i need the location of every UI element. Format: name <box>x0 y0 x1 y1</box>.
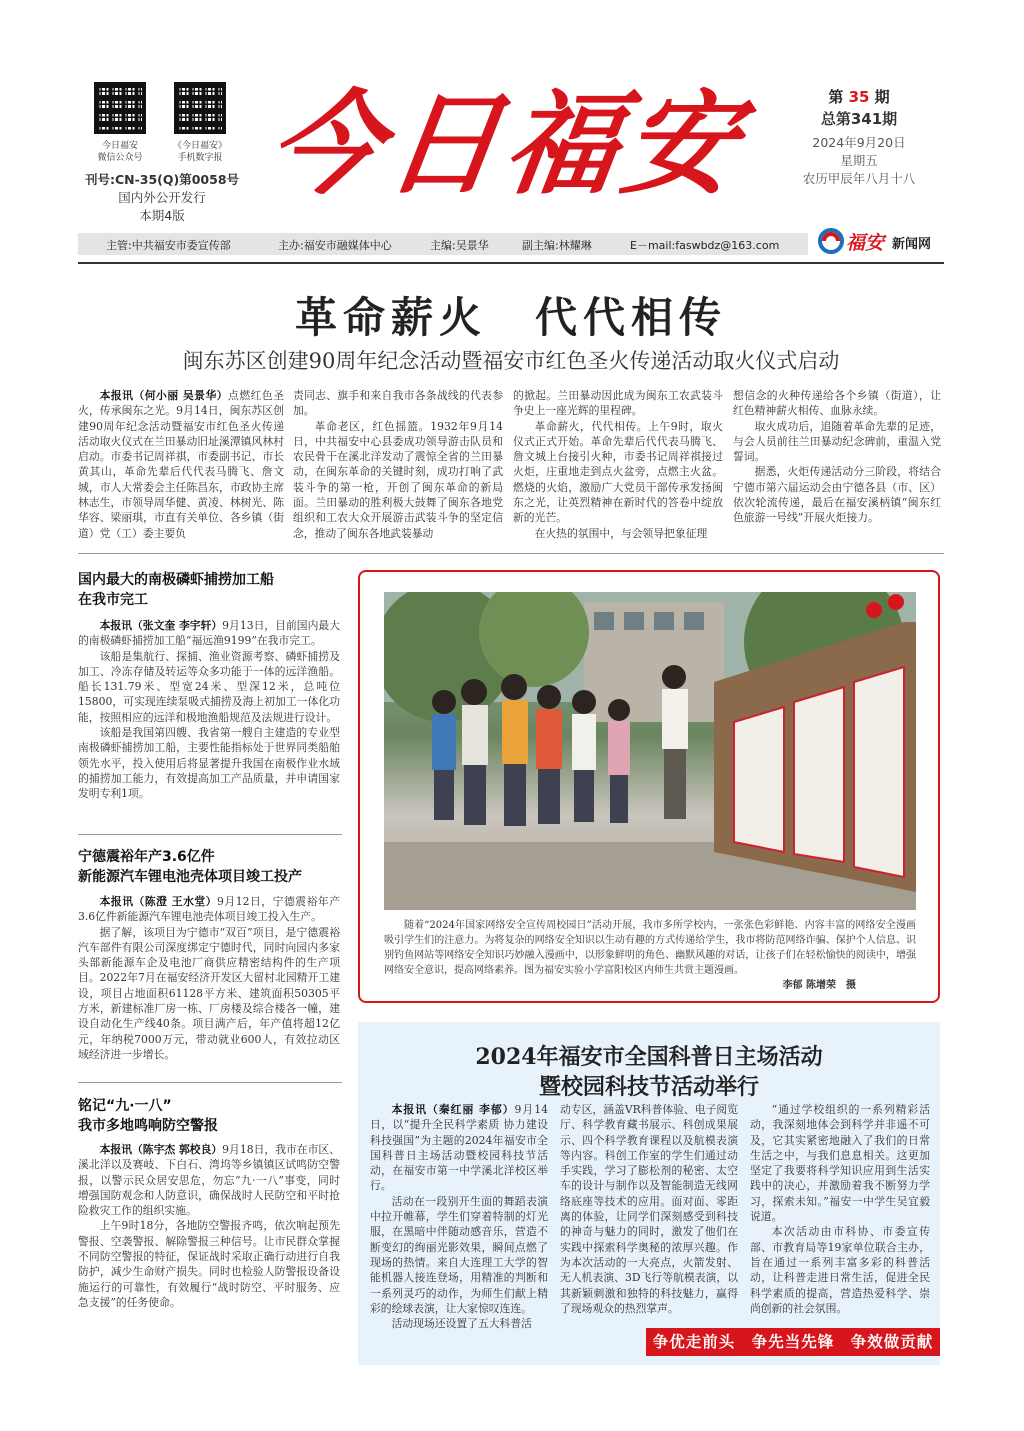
photo-caption: 随着“2024年国家网络安全宣传周校园日”活动开展，我市多所学校内，一张张色彩鲜艳、内容丰富的网络安全漫画吸引学生们的注意力。为将复杂的网络安全知识以生动有趣的方式传递给学生，我市将防范网络诈骗、保护个人信息、识别钓鱼网站等网络安全知识巧妙融入漫画中，以形象鲜明的角色、幽默风趣的对话，让孩子们在轻松愉快的阅读中，增强网络安全意识，提高网络素养。图为福安实验小学富阳校区内师生共赏主题漫画。 李郁 陈增荣 摄 <box>384 920 916 991</box>
photo-credit: 李郁 陈增荣 摄 <box>782 980 856 991</box>
issue-number: 第 35 期 <box>828 88 890 106</box>
qr1-caption: 今日福安 微信公众号 <box>97 141 143 163</box>
article1-body: 本报讯（张文奎 李宇轩）9月13日，目前国内最大的南极磷虾捕捞加工船“福远渔9199”在我市完工。 该船是集航行、探捕、渔业资源考察、磷虾捕捞及加工、冷冻存储及转运等众多功能于一体的远洋渔船。船长131.79米、型宽24米、型深12米，总吨位15800，可实现连续泵吸式捕捞及海上初加工一体化功能，按照相应的远洋和极地渔船规范及法规进行设计。 该船是我国第四艘、我省第一艘自主建造的专业型南极磷虾捕捞加工船，主要性能指标处于世界同类船舶领先水平，投入使用后将显著提升我国在南极作业水域的捕捞加工能力，有效提高加工产品质量，并申请国家发明专利1项。 <box>78 619 340 801</box>
lead-col-4: 想信念的火种传递给各个乡镇（街道），让红色精神薪火相传、血脉永续。 取火成功后，追随着革命先辈的足迹，与会人员前往兰田暴动纪念碑前，重温入党誓词。 据悉，火炬传递活动分三阶段，将结合宁德市第六届运动会由宁德各县（市、区）依次轮流传递，最后在福安溪柄镇“闽东红色旅游一号线”开展火炬接力。 <box>733 389 941 525</box>
article3-title: 铭记“九·一八” 我市多地鸣响防空警报 <box>78 1098 218 1134</box>
news-site-logo[interactable] <box>818 226 944 256</box>
digital-paper-qr-code[interactable] <box>174 82 226 134</box>
science-title-line2: 暨校园科技节活动举行 <box>538 1074 759 1100</box>
serial-number: 刊号:CN-35(Q)第0058号 <box>84 172 240 187</box>
article2-divider <box>78 1082 342 1083</box>
masthead <box>260 79 790 210</box>
email[interactable]: E－mail:faswbdz@163.com <box>630 239 780 252</box>
article1-divider <box>78 834 342 835</box>
logo-swirl-icon <box>818 228 844 254</box>
wechat-qr-code[interactable] <box>94 82 146 134</box>
lead-divider <box>78 553 944 554</box>
lead-col-3: 的掀起。兰田暴动因此成为闽东工农武装斗争史上一座光辉的里程碑。 革命薪火，代代相传。上午9时，取火仪式正式开始。革命先辈后代代表马腾飞、詹文城上台接引火种，市委书记周祥祺接过火炬，庄重地走到点火盆旁，点燃主火盆。燃烧的火焰，激励广大党员干部传承发扬闽东之光，让英烈精神在新时代的答卷中绽放新的光芒。 在火热的氛围中，与会领导把象征理 <box>513 389 723 540</box>
publication-info <box>82 171 242 225</box>
masthead-title: 今日福安 <box>260 79 752 210</box>
photo-feature <box>358 570 940 1003</box>
host: 主办:福安市融媒体中心 <box>278 239 392 252</box>
page-count: 本期4版 <box>139 208 185 223</box>
total-issue: 总第341期 <box>820 110 898 128</box>
lead-col-1: 本报讯（何小丽 吴景华）点燃红色圣火，传承闽东之光。9月14日，闽东苏区创建90周年纪念活动暨福安市红色圣火传递活动取火仪式在兰田暴动旧址溪潭镇风林村启动。市委书记周祥祺，市委副书记、市长黄其山，革命先辈后代代表马腾飞、詹文城，市人大常委会主任陈昌东，市政协主席林志生，市领导周华健、黄凌、林树光、陈华容、梁丽琪，市直有关单位、各乡镇（街道）党（工）委主要负 <box>78 389 285 540</box>
lead-byline: 本报讯（何小丽 吴景华） <box>99 389 229 402</box>
article2-body: 本报讯（陈澄 王水堂）9月12日，宁德震裕年产3.6亿件新能源汽车锂电池壳体项目竣工投入生产。 据了解，该项目为宁德市“双百”项目，是宁德震裕汽车部件有限公司深度绑定宁德时代，同时向园内多家头部新能源车企及电池厂商供应精密结构件的生产项目。2022年7月在福安经济开发区大留村北园精开工建设，项目占地面积61128平方米、建筑面积50305平方米，新建标准厂房一栋、厂房楼及综合楼各一幢，建设自动化生产线40条。项目满产后，年产值将超12亿元，年纳税7000万元，带动就业600人，有效拉动区域经济进一步增长。 <box>78 895 340 1061</box>
info-bar <box>78 233 808 255</box>
lead-subheadline: 闽东苏区创建90周年纪念活动暨福安市红色圣火传递活动取火仪式启动 <box>182 349 840 373</box>
sponsor: 主管:中共福安市委宣传部 <box>106 239 231 252</box>
science-col-2: 动专区，涵盖VR科普体验、电子阅览厅、科学教育藏书展示、科创成果展示、四个科学教育课程以及航模表演等内容。科创工作室的学生们通过动手实践，学习了膨松剂的秘密、太空车的设计与制作以及智能制造无线网络底座等技术的应用。面对面、零距离的体验，让同学们深刻感受到科技的神奇与魅力的同时，激发了他们在实践中探索科学奥秘的浓厚兴趣。作为本次活动的一大亮点，火箭发射、无人机表演、3D飞行等航模表演，以其新颖刺激和独特的科技魅力，赢得了现场观众的热烈掌声。 <box>560 1103 738 1315</box>
header-divider <box>78 262 944 264</box>
science-title-line1: 2024年福安市全国科普日主场活动 <box>475 1044 823 1070</box>
article1-title: 国内最大的南极磷虾捕捞加工船 在我市完工 <box>78 572 274 608</box>
slogan-banner: 争优走前头 争先当先锋 争效做贡献 <box>646 1328 940 1356</box>
chief-editor: 主编:吴景华 <box>430 239 489 252</box>
news-photo[interactable] <box>384 592 916 910</box>
science-col-3: “通过学校组织的一系列精彩活动，我深刻地体会到科学并非遥不可及，它其实紧密地融入了我们的日常生活之中，与我们息息相关。这更加坚定了我要将科学知识应用到生活实践中的决心，并激励着我不断努力学习，探索未知。”福安一中学生吴宜毅说道。 本次活动由市科协、市委宣传部、市教育局等19家单位联合主办，旨在通过一系列丰富多彩的科普活动，让科普走进日常生活，促进全民科学素质的提高，营造热爱科学、崇尚创新的社会氛围。 <box>750 1103 930 1315</box>
article3-body: 本报讯（陈宇杰 郭校良）9月18日，我市在市区、溪北洋以及赛岐、下白石、湾坞等乡镇镇区试鸣防空警报，以警示民众居安思危，勿忘“九·一八”事变，同时增强国防观念和人防意识，确保战时人民防空和平时抢险救灾工作的组织实施。 上午9时18分，各地防空警报齐鸣，依次响起预先警报、空袭警报、解除警报三种信号。让市民群众掌握不同防空警报的特征，保证战时采取正确行动进行自我防护，减少生命财产损失。同时也检验人防警报设备设施运行的可靠性，有效履行“战时防空、平时服务、应急支援”的任务使命。 <box>78 1143 340 1309</box>
students-viewing-posters-illustration <box>384 592 916 910</box>
issue-lunar-date: 农历甲辰年八月十八 <box>802 171 916 186</box>
issue-date: 2024年9月20日 <box>812 135 906 150</box>
issue-info <box>784 86 934 188</box>
logo-suffix: 新闻网 <box>892 237 932 252</box>
qr2-caption: 《今日福安》 手机数字报 <box>172 141 227 163</box>
lead-headline: 革命薪火 代代相传 <box>294 293 727 342</box>
science-day-article <box>358 1022 940 1365</box>
lead-col-2: 责同志、旗手和来自我市各条战线的代表参加。 革命老区，红色摇篮。1932年9月14日，中共福安中心县委成功领导游击队员和农民骨干在溪北洋发动了震惊全省的兰田暴动，在闽东革命的关键时刻，成功打响了武装斗争的第一枪，开创了闽东革命的新局面。兰田暴动的胜利极大鼓舞了闽东各地党组织和工农大众开展游击武装斗争的坚定信念，推动了闽东各地武装暴动 <box>293 389 503 540</box>
distribution: 国内外公开发行 <box>118 190 206 205</box>
article2-title: 宁德震裕年产3.6亿件 新能源汽车锂电池壳体项目竣工投产 <box>78 849 302 885</box>
logo-brand: 福安 <box>846 232 885 254</box>
deputy-editor: 副主编:林耀琳 <box>522 239 592 252</box>
science-col-1: 本报讯（秦红丽 李郁）9月14日，以“提升全民科学素质 协力建设科技强国”为主题的2024年福安市全国科普日主场活动暨校园科技节活动，在福安市第一中学溪北洋校区举行。 活动在一段别开生面的舞蹈表演中拉开帷幕，学生们穿着特制的灯光服，在黑暗中伴随动感音乐，营造不断变幻的绚丽光影效果，瞬间点燃了现场的热情。来自大连理工大学的智能机器人接连登场，用精准的判断和一系列灵巧的动作，为师生们献上精彩的绘球表演，让大家惊叹连连。 活动现场还设置了五大科普活 <box>370 1103 548 1331</box>
issue-weekday: 星期五 <box>840 153 878 168</box>
